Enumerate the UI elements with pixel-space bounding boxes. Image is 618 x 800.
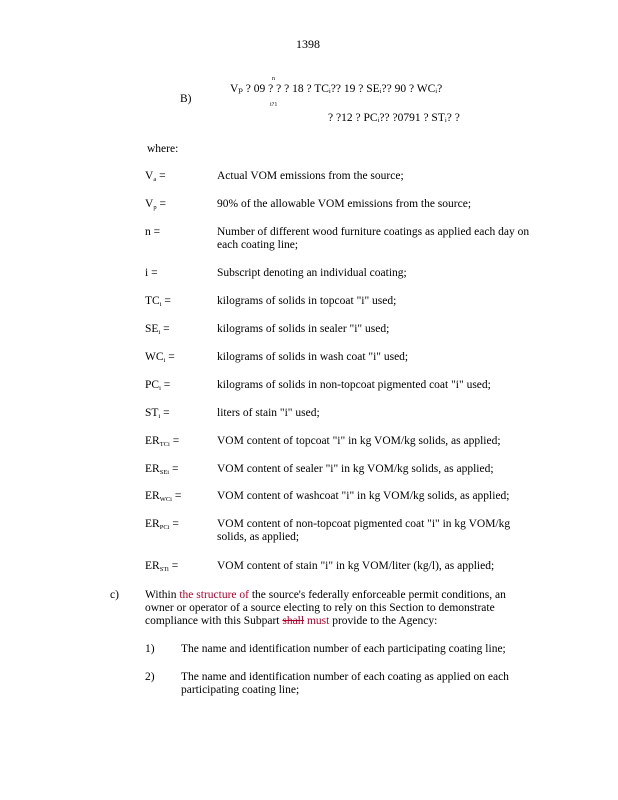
definition-symbol: $ST_i$ =: [145, 407, 170, 420]
definition-text: VOM content of sealer "i" in kg VOM/kg solids, as applied;: [217, 463, 494, 475]
list-item-number: 1): [145, 643, 155, 655]
definition-text: kilograms of solids in sealer "i" used;: [217, 323, 390, 335]
definition-symbol: i =: [145, 267, 158, 279]
definition-symbol: $V_p$ =: [145, 198, 166, 211]
definition-symbol: $ER_{PCi}$ =: [145, 518, 179, 531]
definition-text: Number of different wood furniture coatings as applied each day on each coating line;: [217, 226, 530, 251]
definition-symbol: $ER_{TCi}$ =: [145, 435, 180, 448]
definition-symbol: $PC_i$ =: [145, 379, 171, 392]
definition-text: kilograms of solids in wash coat "i" used;: [217, 351, 409, 363]
inserted-text: must: [306, 615, 330, 627]
definition-text: VOM content of non-topcoat pigmented coat "i" in kg VOM/kg solids, as applied;: [217, 518, 511, 543]
list-item-text: The name and identification number of each participating coating line;: [181, 643, 506, 655]
definition-text: kilograms of solids in non-topcoat pigmented coat "i" used;: [217, 379, 491, 391]
summation-lower-limit: i?1: [270, 102, 278, 108]
definition-text: VOM content of washcoat "i" in kg VOM/kg solids, as applied;: [217, 490, 510, 502]
list-item-text: The name and identification number of each coating as applied on each participating coating line;: [181, 671, 509, 696]
definition-text: VOM content of topcoat "i" in kg VOM/kg solids, as applied;: [217, 435, 501, 447]
list-item-number: 2): [145, 671, 155, 683]
definition-text: liters of stain "i" used;: [217, 407, 320, 419]
definition-symbol: $TC_i$ =: [145, 295, 171, 308]
definition-symbol: $WC_i$ =: [145, 351, 175, 364]
definition-text: kilograms of solids in topcoat "i" used;: [217, 295, 397, 307]
definition-symbol: $ER_{STi}$ =: [145, 560, 179, 573]
definition-symbol: n =: [145, 226, 161, 238]
definition-symbol: $SE_i$ =: [145, 323, 170, 336]
inserted-text: the structure of: [179, 589, 249, 601]
where-label: where:: [147, 143, 179, 155]
equation-line-2: ? ?12 ? PCᵢ?? ?0791 ? STᵢ? ?: [328, 112, 460, 124]
summation-upper-limit: n: [272, 76, 275, 82]
definition-text: Actual VOM emissions from the source;: [217, 170, 404, 182]
paragraph-c-label: c): [110, 589, 119, 601]
definition-text: 90% of the allowable VOM emissions from the source;: [217, 198, 472, 210]
deleted-text: shall: [282, 615, 305, 627]
definition-symbol: $ER_{WCi}$ =: [145, 490, 182, 503]
definition-symbol: $ER_{SEi}$ =: [145, 463, 179, 476]
definition-text: Subscript denoting an individual coating;: [217, 267, 407, 279]
paragraph-c-text: Within the structure of the source's federally enforceable permit conditions, an owner or operator of a source electing to rely on this Section to demonstrate compliance with this Subpart shall must provide to the Agency:: [145, 589, 506, 627]
page-number: 1398: [296, 37, 320, 51]
equation-line-1: Vₚ ? 09 ? ? ? 18 ? TCᵢ?? 19 ? SEᵢ?? 90 ? WCᵢ?: [230, 83, 443, 95]
equation-label: B): [180, 93, 192, 105]
definition-text: VOM content of stain "i" in kg VOM/liter (kg/l), as applied;: [217, 560, 495, 572]
definition-symbol: $V_a$ =: [145, 170, 166, 183]
